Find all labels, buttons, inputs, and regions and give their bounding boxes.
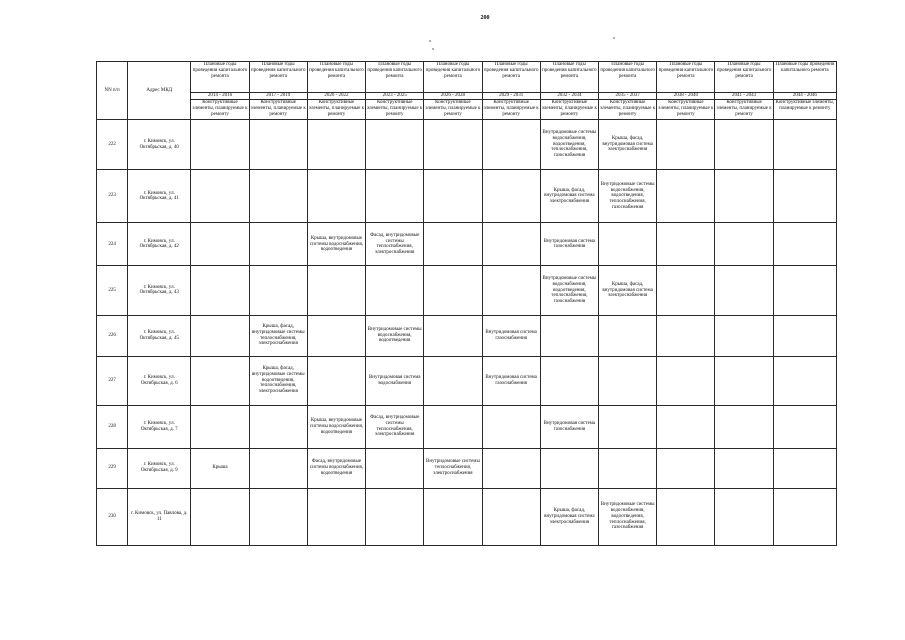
elements-cell: [424, 405, 482, 448]
elements-cell: [424, 356, 482, 405]
period-header: Плановые годы проведения капитального ремонта: [424, 62, 482, 93]
period-years: 2017 - 2019: [249, 93, 307, 100]
period-header: Плановые годы проведения капитального ремонта: [540, 62, 598, 93]
row-number: 229: [97, 448, 128, 488]
elements-cell: [191, 266, 249, 315]
row-number: 225: [97, 266, 128, 315]
elements-cell: Крыша, внутридомовые системы водоснабжения, водоотведения: [307, 223, 365, 266]
elements-cell: [715, 488, 773, 545]
row-number: 227: [97, 356, 128, 405]
elements-cell: [773, 448, 836, 488]
elements-cell: [482, 405, 540, 448]
elements-cell: [307, 488, 365, 545]
period-years: 2041 - 2043: [715, 93, 773, 100]
address-header: Адрес МКД: [128, 62, 191, 120]
elements-cell: Внутридомовые системы водоснабжения, водоотведения, теплоснабжения, газоснабжения: [540, 266, 598, 315]
period-header: Плановые годы проведения капитального ремонта: [715, 62, 773, 93]
elements-cell: [773, 266, 836, 315]
period-years: 2014 - 2016: [191, 93, 249, 100]
elements-cell: Внутридомовые системы водоснабжения, водоотведения, теплоснабжения, газоснабжения: [599, 488, 657, 545]
elements-cell: Фасад, внутридомовые системы теплоснабжения, электроснабжения: [366, 223, 424, 266]
address-cell: г. Кимовск, ул. Октябрьская, д. 6: [128, 356, 191, 405]
period-years: 2035 - 2037: [599, 93, 657, 100]
table-row: [97, 266, 837, 315]
elements-cell: [191, 170, 249, 223]
elements-cell: [773, 356, 836, 405]
elements-cell: [657, 223, 715, 266]
period-header: Плановые годы проведения капитального ремонта: [366, 62, 424, 93]
period-years: 2044 - 2046: [773, 93, 836, 100]
scan-artifact: [429, 40, 431, 42]
elements-cell: [657, 448, 715, 488]
address-cell: г. Кимовск, ул. Октябрьская, д. 41: [128, 170, 191, 223]
address-cell: г. Кимовск, ул. Октябрьская, д. 45: [128, 315, 191, 356]
elements-cell: Фасад, внутридомовые системы водоснабжения, водоотведения: [307, 448, 365, 488]
elements-cell: [773, 223, 836, 266]
elements-cell: [482, 170, 540, 223]
address-cell: г. Кимовск, ул. Октябрьская, д. 9: [128, 448, 191, 488]
elements-cell: Крыша, фасад, внутридомовая система электроснабжения: [599, 120, 657, 170]
elements-cell: [540, 315, 598, 356]
elements-header: Конструктивные элементы, планируемые к ремонту: [599, 100, 657, 120]
elements-cell: [424, 223, 482, 266]
row-number: 226: [97, 315, 128, 356]
elements-cell: [599, 448, 657, 488]
elements-cell: [366, 488, 424, 545]
row-number: 230: [97, 488, 128, 545]
elements-cell: [249, 223, 307, 266]
period-header: Плановые годы проведения капитального ремонта: [482, 62, 540, 93]
elements-cell: [249, 488, 307, 545]
elements-header: Конструктивные элементы, планируемые к ремонту: [540, 100, 598, 120]
table-row: [97, 356, 837, 405]
period-years: 2029 - 2031: [482, 93, 540, 100]
elements-cell: [366, 170, 424, 223]
elements-cell: [424, 315, 482, 356]
elements-cell: [715, 448, 773, 488]
nn-header: NN п/п: [97, 62, 128, 120]
elements-cell: [307, 356, 365, 405]
elements-cell: [191, 223, 249, 266]
scan-artifact: [432, 48, 434, 50]
elements-cell: [482, 120, 540, 170]
period-years: 2032 - 2034: [540, 93, 598, 100]
elements-cell: Внутридомовая система газоснабжения: [540, 405, 598, 448]
address-cell: г. Кимовск, ул. Павлова, д. 11: [128, 488, 191, 545]
elements-cell: [307, 120, 365, 170]
elements-cell: [715, 266, 773, 315]
elements-cell: [191, 405, 249, 448]
elements-cell: Крыша, фасад, внутридомовая система электроснабжения: [540, 170, 598, 223]
elements-cell: [249, 448, 307, 488]
elements-cell: [773, 488, 836, 545]
elements-cell: Внутридомовая система водоснабжения: [366, 356, 424, 405]
elements-cell: [599, 356, 657, 405]
period-header: Плановые годы проведения капитального ремонта: [249, 62, 307, 93]
row-number: 224: [97, 223, 128, 266]
elements-cell: [307, 266, 365, 315]
elements-cell: [599, 315, 657, 356]
period-header: Плановые годы проведения капитального ремонта: [657, 62, 715, 93]
elements-cell: Фасад, внутридомовые системы теплоснабжения, электроснабжения: [366, 405, 424, 448]
elements-header: Конструктивные элементы, планируемые к ремонту: [307, 100, 365, 120]
elements-cell: [657, 488, 715, 545]
elements-cell: Внутридомовые системы водоснабжения, водоотведения: [366, 315, 424, 356]
elements-cell: [191, 315, 249, 356]
table-row: [97, 448, 837, 488]
elements-cell: [540, 356, 598, 405]
elements-cell: [773, 170, 836, 223]
elements-cell: [482, 488, 540, 545]
elements-header: Конструктивные элементы, планируемые к ремонту: [715, 100, 773, 120]
elements-cell: [249, 405, 307, 448]
elements-cell: [307, 170, 365, 223]
elements-cell: Внутридомовые системы водоснабжения, водоотведения, теплоснабжения, газоснабжения: [540, 120, 598, 170]
period-years: 2023 - 2025: [366, 93, 424, 100]
header-years-row: [97, 93, 837, 100]
repair-plan-table: [96, 61, 837, 546]
table-row: [97, 405, 837, 448]
elements-cell: [657, 356, 715, 405]
elements-cell: [599, 223, 657, 266]
table-row: [97, 120, 837, 170]
elements-header: Конструктивные элементы, планируемые к ремонту: [366, 100, 424, 120]
page-number: 200: [480, 15, 490, 21]
elements-header: Конструктивные элементы, планируемые к ремонту: [424, 100, 482, 120]
elements-cell: Внутридомовая система газоснабжения: [540, 223, 598, 266]
elements-cell: [773, 405, 836, 448]
elements-cell: [249, 120, 307, 170]
elements-cell: [366, 120, 424, 170]
elements-cell: Крыша: [191, 448, 249, 488]
period-header: Плановые годы проведения капитального ремонта: [773, 62, 836, 93]
elements-cell: [715, 315, 773, 356]
elements-cell: [366, 266, 424, 315]
elements-cell: [424, 488, 482, 545]
elements-cell: [482, 448, 540, 488]
elements-cell: [715, 170, 773, 223]
elements-cell: [715, 120, 773, 170]
period-header: Плановые годы проведения капитального ремонта: [307, 62, 365, 93]
elements-cell: [191, 488, 249, 545]
elements-cell: Крыша, фасад, внутридомовая система электроснабжения: [599, 266, 657, 315]
scan-artifact: [613, 37, 615, 39]
elements-cell: [191, 120, 249, 170]
period-years: 2026 - 2028: [424, 93, 482, 100]
period-years: 2020 - 2022: [307, 93, 365, 100]
elements-cell: Крыша, внутридомовые системы водоснабжения, водоотведения: [307, 405, 365, 448]
elements-cell: [657, 120, 715, 170]
elements-cell: Внутридомовые системы теплоснабжения, электроснабжения: [424, 448, 482, 488]
table-row: [97, 223, 837, 266]
elements-cell: [366, 448, 424, 488]
address-cell: г. Кимовск, ул. Октябрьская, д. 42: [128, 223, 191, 266]
elements-cell: [715, 356, 773, 405]
elements-cell: [424, 120, 482, 170]
table-row: [97, 488, 837, 545]
address-cell: г. Кимовск, ул. Октябрьская, д. 43: [128, 266, 191, 315]
elements-header: Конструктивные элементы, планируемые к ремонту: [191, 100, 249, 120]
elements-cell: [482, 266, 540, 315]
header-title-row: [97, 62, 837, 93]
elements-header: Конструктивные элементы, планируемые к ремонту: [249, 100, 307, 120]
elements-cell: [657, 315, 715, 356]
elements-cell: [773, 120, 836, 170]
elements-cell: Внутридомовая система газоснабжения: [482, 315, 540, 356]
elements-cell: [599, 405, 657, 448]
elements-cell: [657, 170, 715, 223]
elements-cell: [540, 448, 598, 488]
elements-cell: [715, 223, 773, 266]
elements-cell: [191, 356, 249, 405]
elements-cell: Крыша, фасад, внутридомовые системы теплоснабжения, электроснабжения: [249, 315, 307, 356]
elements-header: Конструктивные элементы, планируемые к ремонту: [657, 100, 715, 120]
elements-header: Конструктивные элементы, планируемые к ремонту: [482, 100, 540, 120]
elements-cell: Внутридомовые системы водоснабжения, водоотведения, теплоснабжения, газоснабжения: [599, 170, 657, 223]
period-header: Плановые годы проведения капитального ремонта: [191, 62, 249, 93]
period-years: 2038 - 2040: [657, 93, 715, 100]
elements-cell: Крыша, фасад, внутридомовая система электроснабжения: [540, 488, 598, 545]
row-number: 228: [97, 405, 128, 448]
elements-cell: [249, 170, 307, 223]
address-cell: г. Кимовск, ул. Октябрьская, д. 40: [128, 120, 191, 170]
header-sub-row: [97, 100, 837, 120]
elements-cell: [249, 266, 307, 315]
elements-cell: [424, 170, 482, 223]
elements-cell: [773, 315, 836, 356]
elements-cell: [424, 266, 482, 315]
elements-cell: [307, 315, 365, 356]
table-row: [97, 170, 837, 223]
elements-cell: [482, 223, 540, 266]
elements-header: Конструктивные элементы, планируемые к ремонту: [773, 100, 836, 120]
elements-cell: [657, 405, 715, 448]
elements-cell: [715, 405, 773, 448]
elements-cell: Внутридомовая система газоснабжения: [482, 356, 540, 405]
table-row: [97, 315, 837, 356]
row-number: 223: [97, 170, 128, 223]
elements-cell: [657, 266, 715, 315]
address-cell: г. Кимовск, ул. Октябрьская, д. 7: [128, 405, 191, 448]
elements-cell: Крыша, фасад, внутридомовые системы водоотведения, теплоснабжения, электроснабжения: [249, 356, 307, 405]
row-number: 222: [97, 120, 128, 170]
period-header: Плановые годы проведения капитального ремонта: [599, 62, 657, 93]
